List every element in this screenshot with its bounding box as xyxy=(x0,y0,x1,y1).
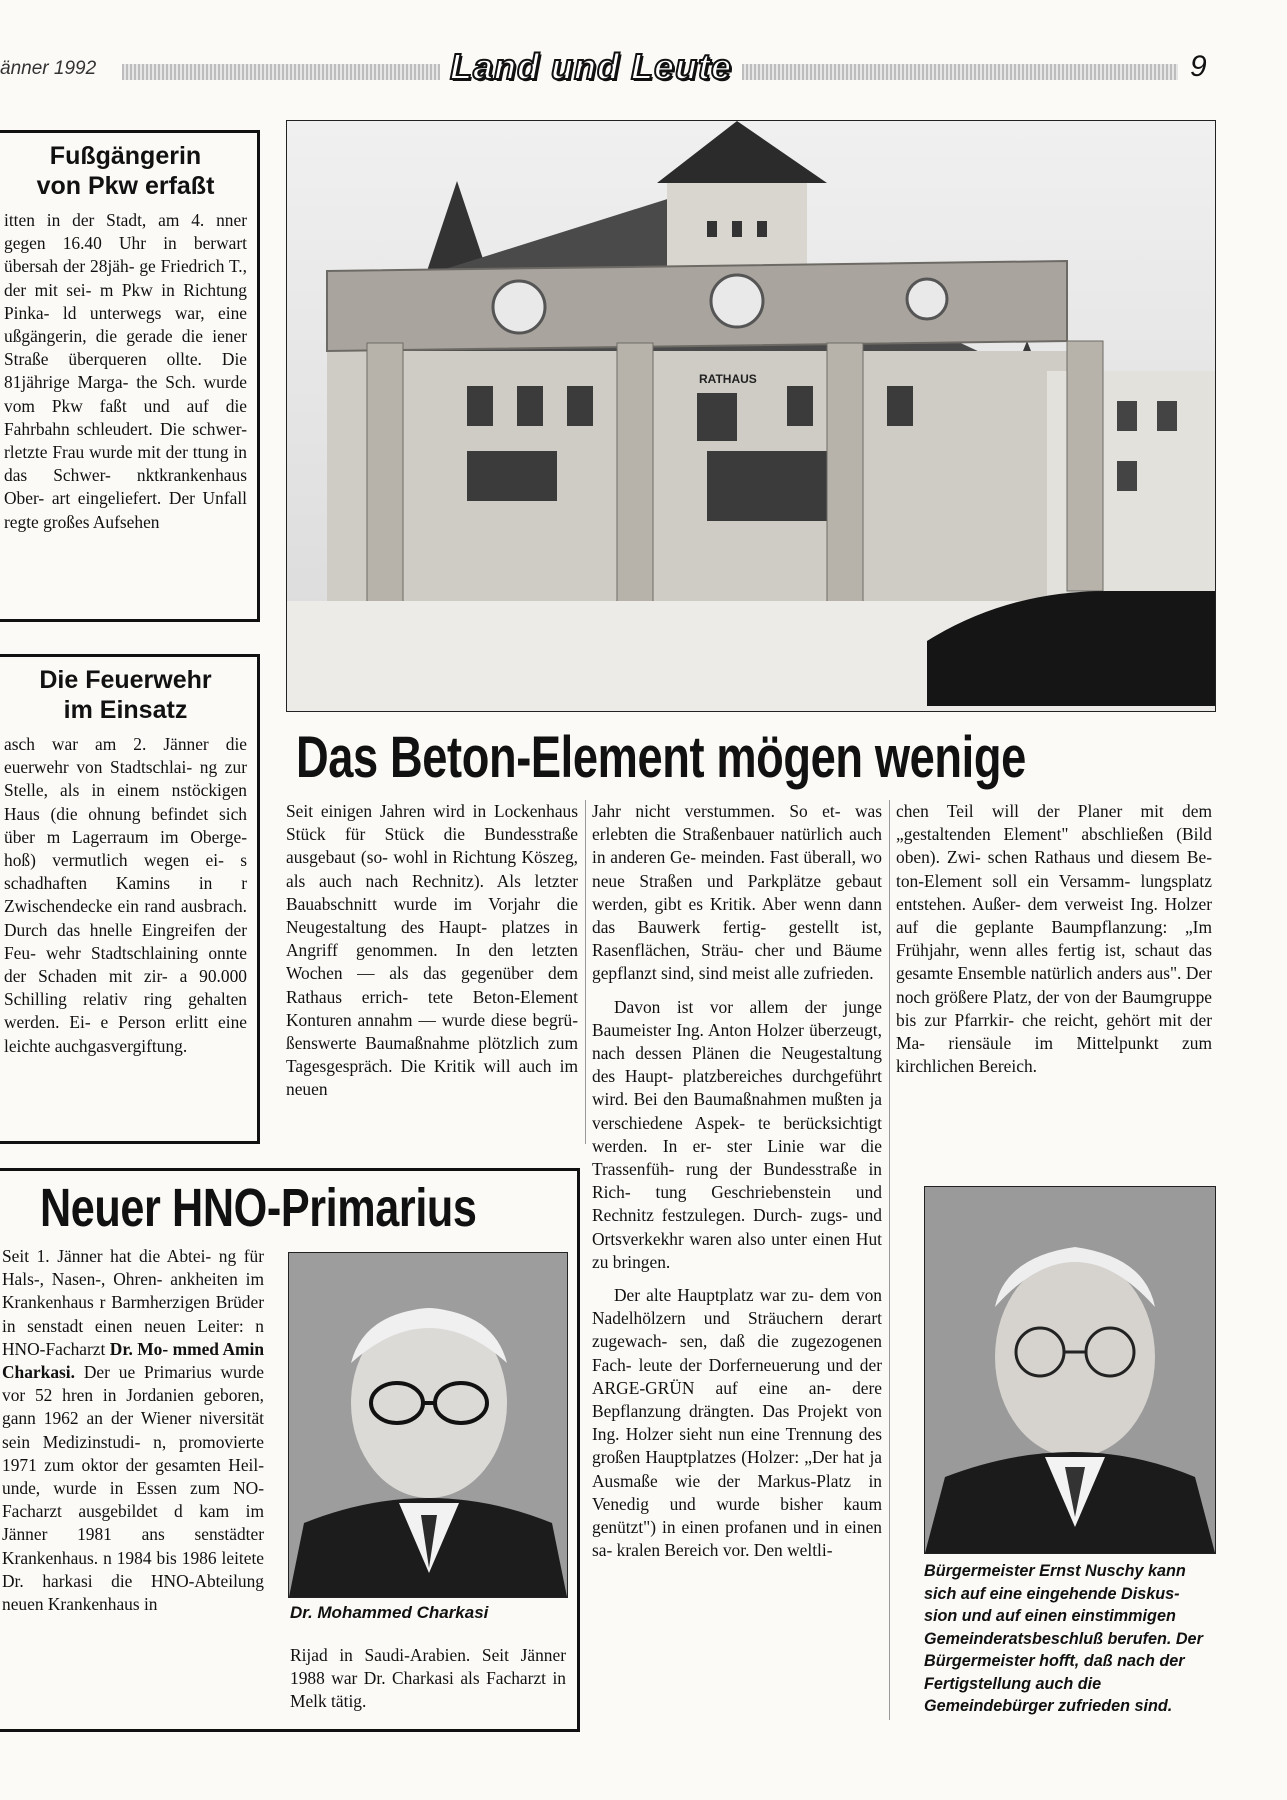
issue-date: änner 1992 xyxy=(0,58,97,79)
header-rule-left xyxy=(122,64,440,80)
mayor-photo-caption: Bürgermeister Ernst Nuschy kann sich auf eine eingehende Diskus- sion und auf einen einstimmigen Gemeinderatsbeschluß berufen. Der Bürgermeister hofft, daß nach der Fertigstellung auch die Gemeindebürger zufrieden sind. xyxy=(924,1562,1203,1715)
main-headline: Das Beton-Element mögen wenige xyxy=(296,725,1026,790)
townhall-photo xyxy=(286,120,1216,712)
charkasi-photo-caption: Dr. Mohammed Charkasi xyxy=(290,1603,489,1622)
charkasi-portrait xyxy=(289,1253,567,1597)
rathaus-sign: RATHAUS xyxy=(699,372,757,386)
box-pedestrian-accident xyxy=(0,130,260,622)
box-fire-brigade xyxy=(0,654,260,1144)
header-rule-right xyxy=(742,64,1178,80)
column-2-paragraph-2: Davon ist vor allem der junge Baumeister Ing. Anton Holzer überzeugt, nach dessen Plänen die Neugestaltung des Haupt- platzbereiches durchgeführt wird. Bei den Baumaßnahmen mußten ja verschiedene Aspek- te berücksichtigt werden. In er- ster Linie war die Trassenfüh- rung der Bundesstraße in Rich- tung Geschriebenstein und Rechnitz festzulegen. Durch- zugs- und Ortsverkekhr waren also unter einen Hut zu bringen. xyxy=(592,996,882,1272)
column-rule xyxy=(889,800,890,1720)
column-2-paragraph-1: Jahr nicht verstummen. So et- was erlebten die Straßenbauer natürlich auch in anderen Ge- meinden. Fast überall, wo neue Straßen und Parkplätze gebaut werden, gibt es Kritik. Aber wenn dann das Bauwerk fertig- gestellt ist, Rasenflächen, Sträu- cher und Bäume gepflanzt sind, sind meist alle zufrieden. xyxy=(592,801,882,984)
charkasi-photo xyxy=(288,1252,568,1598)
main-article-column-1: Seit einigen Jahren wird in Lockenhaus Stück für Stück die Bundesstraße ausgebaut (so- wohl in Richtung Köszeg, als auch nach Rechnitz). Als letzter Bauabschnitt wurde im Vorjahr die Neugestaltung des Haupt- platzes in Angriff genommen. In den letzten Wochen — als das gegenüber dem Rathaus errich- tete Beton-Element Konturen annahm — wurde diese begrü- ßenswerte Baumaßnahme plötzlich zum Tagesgespräch. Die Kritik will auch im neuen xyxy=(286,801,578,1100)
main-article-column-2 xyxy=(592,800,882,1573)
hno-article-column-1: Seit 1. Jänner hat die Abtei- ng für Hals-, Nasen-, Ohren- ankheiten im Krankenhaus r Barmherzigen Brüder in senstadt einen neuen Leiter: n HNO-Facharzt Dr. Mo- mmed Amin Charkasi. Der ue Primarius wurde vor 52 hren in Jordanien geboren, gann 1962 an der Wiener niversität sein Medizinstudi- n, promovierte 1971 zum oktor der gesamten Heil- unde, wurde in Essen zum NO-Facharzt ausgebildet d kam im Jänner 1981 ans senstädter Krankenhaus. n 1984 bis 1986 leitete Dr. harkasi die HNO-Abteilung neuen Krankenhaus in xyxy=(2,1246,264,1615)
mayor-photo xyxy=(924,1186,1216,1554)
box2-text: asch war am 2. Jänner die euerwehr von Stadtschlai- ng zur Stelle, als in einem nstöckigen Haus (die ohnung befindet sich über m Lagerraum im Oberge- hoß) vermutlich wegen ei- s schadhaften Kamins in r Zwischendecke ein rand ausbrach. Durch das hnelle Eingreifen der Feu- wehr Stadtschlaining onnte der Schaden mit zir- a 90.000 Schilling relativ ring gehalten werden. Ei- e Person erlitt eine leichte auchgasvergiftung. xyxy=(4,734,247,1056)
box1-text: itten in der Stadt, am 4. nner gegen 16.40 Uhr in berwart übersah der 28jäh- ge Friedrich T., der mit sei- m Pkw in Richtung Pinka- ld unterwegs war, eine ußgängerin, die gerade die iener Straße überqueren ollte. Die 81jährige Marga- the Sch. wurde vom Pkw faßt und auf die Fahrbahn schleudert. Die schwer- rletzte Frau wurde mit der ttung in das Schwer- nktkrankenhaus Ober- art eingeliefert. Der Unfall regte großes Aufsehen xyxy=(4,210,247,532)
hno-article-column-2: Rijad in Saudi-Arabien. Seit Jänner 1988 war Dr. Charkasi als Facharzt in Melk tätig. xyxy=(290,1645,566,1712)
column-2-paragraph-3: Der alte Hauptplatz war zu- dem von Nadelhölzern und Sträuchern derart zugewach- sen, daß die zugezogenen Fach- leute der Dorferneuerung und der ARGE-GRÜN auf eine an- dere Bepflanzung drängten. Das Projekt von Ing. Holzer sieht nun eine Trennung des großen Hauptplatzes (Holzer: „Der hat ja Ausmaße wie der Markus-Platz in Venedig und wurde bisher kaum genützt") in einen profanen und in einen sa- kralen Bereich vor. Den weltli- xyxy=(592,1285,882,1561)
townhall-illustration xyxy=(287,121,1215,711)
page-number: 9 xyxy=(1190,50,1207,83)
box1-headline: Fußgängerin von Pkw erfaßt xyxy=(36,142,215,200)
hno-headline: Neuer HNO-Primarius xyxy=(40,1178,477,1238)
column-rule xyxy=(585,800,586,1144)
box2-headline: Die Feuerwehr im Einsatz xyxy=(39,666,212,724)
main-article-column-3: chen Teil will der Planer mit dem „gestaltenden Element" abschließen (Bild oben). Zwi- schen Rathaus und diesem Be- ton-Element soll ein Versamm- lungsplatz entstehen. Außer- dem verweist Ing. Holzer auf die geplante Baumpflanzung: „Im Frühjahr, wenn alles fertig ist, schaut das gesamte Ensemble natürlich anders aus". Der noch größere Platz, der von der Baumgruppe bis zur Pfarrkir- che reicht, gehört mit der Ma- riensäule im Mittelpunkt zum kirchlichen Bereich. xyxy=(896,801,1212,1077)
mayor-portrait xyxy=(925,1187,1215,1553)
section-title: Land und Leute xyxy=(450,46,732,87)
